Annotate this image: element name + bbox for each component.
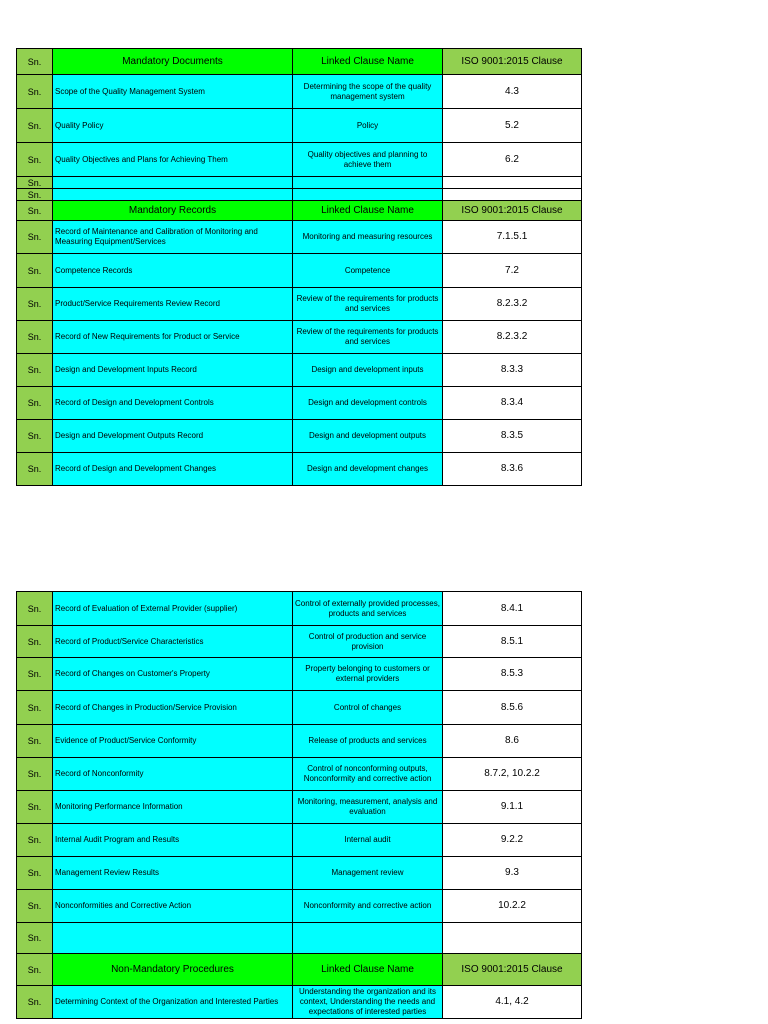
iso-header-cell: ISO 9001:2015 Clause bbox=[443, 954, 582, 986]
document-name-cell: Management Review Results bbox=[53, 857, 293, 890]
table-row bbox=[17, 923, 582, 954]
table-row bbox=[17, 387, 582, 420]
sn-cell: Sn. bbox=[17, 923, 53, 954]
document-name-cell: Monitoring Performance Information bbox=[53, 791, 293, 824]
linked-clause-cell: Monitoring and measuring resources bbox=[293, 221, 443, 254]
linked-clause-cell: Control of nonconforming outputs, Nonconformity and corrective action bbox=[293, 758, 443, 791]
section-title-cell: Mandatory Documents bbox=[53, 49, 293, 75]
linked-clause-cell bbox=[293, 923, 443, 954]
iso-header-cell: ISO 9001:2015 Clause bbox=[443, 49, 582, 75]
table-row bbox=[17, 321, 582, 354]
linked-clause-cell: Management review bbox=[293, 857, 443, 890]
header-row bbox=[17, 954, 582, 986]
sn-cell: Sn. bbox=[17, 791, 53, 824]
document-name-cell: Scope of the Quality Management System bbox=[53, 75, 293, 109]
document-name-cell: Determining Context of the Organization and Interested Parties bbox=[53, 986, 293, 1019]
sn-cell: Sn. bbox=[17, 321, 53, 354]
sn-cell: Sn. bbox=[17, 954, 53, 986]
header-row bbox=[17, 49, 582, 75]
linked-clause-cell: Competence bbox=[293, 254, 443, 288]
iso-clause-cell bbox=[443, 923, 582, 954]
mandatory-table bbox=[16, 48, 582, 486]
document-name-cell: Record of Design and Development Changes bbox=[53, 453, 293, 486]
iso-clause-cell: 8.3.5 bbox=[443, 420, 582, 453]
sn-cell: Sn. bbox=[17, 75, 53, 109]
table-row bbox=[17, 658, 582, 691]
document-name-cell: Record of Changes on Customer's Property bbox=[53, 658, 293, 691]
document-name-cell: Record of Nonconformity bbox=[53, 758, 293, 791]
document-name-cell: Design and Development Outputs Record bbox=[53, 420, 293, 453]
iso-clause-cell: 7.2 bbox=[443, 254, 582, 288]
document-name-cell bbox=[53, 177, 293, 189]
sn-cell: Sn. bbox=[17, 109, 53, 143]
iso-clause-cell: 10.2.2 bbox=[443, 890, 582, 923]
sn-cell: Sn. bbox=[17, 221, 53, 254]
iso-clause-cell: 8.3.6 bbox=[443, 453, 582, 486]
sn-cell: Sn. bbox=[17, 626, 53, 658]
iso-clause-cell: 9.1.1 bbox=[443, 791, 582, 824]
iso-clause-cell: 4.3 bbox=[443, 75, 582, 109]
header-row bbox=[17, 201, 582, 221]
document-name-cell: Evidence of Product/Service Conformity bbox=[53, 725, 293, 758]
table-row bbox=[17, 109, 582, 143]
sn-cell: Sn. bbox=[17, 758, 53, 791]
sn-cell: Sn. bbox=[17, 986, 53, 1019]
linked-clause-cell: Review of the requirements for products and services bbox=[293, 288, 443, 321]
section-title-cell: Mandatory Records bbox=[53, 201, 293, 221]
linked-clause-cell bbox=[293, 177, 443, 189]
document-name-cell: Nonconformities and Corrective Action bbox=[53, 890, 293, 923]
document-name-cell: Record of Maintenance and Calibration of Monitoring and Measuring Equipment/Services bbox=[53, 221, 293, 254]
clause-header-cell: Linked Clause Name bbox=[293, 201, 443, 221]
iso-clause-cell: 8.5.6 bbox=[443, 691, 582, 725]
clause-header-cell: Linked Clause Name bbox=[293, 49, 443, 75]
iso-clause-cell bbox=[443, 177, 582, 189]
linked-clause-cell bbox=[293, 189, 443, 201]
linked-clause-cell: Design and development outputs bbox=[293, 420, 443, 453]
linked-clause-cell: Determining the scope of the quality management system bbox=[293, 75, 443, 109]
table-row bbox=[17, 221, 582, 254]
sn-cell: Sn. bbox=[17, 189, 53, 201]
section-title-cell: Non-Mandatory Procedures bbox=[53, 954, 293, 986]
iso-clause-cell: 8.2.3.2 bbox=[443, 288, 582, 321]
sn-cell: Sn. bbox=[17, 725, 53, 758]
table-row bbox=[17, 986, 582, 1019]
records-table-continued bbox=[16, 591, 582, 1019]
linked-clause-cell: Internal audit bbox=[293, 824, 443, 857]
document-name-cell: Quality Policy bbox=[53, 109, 293, 143]
linked-clause-cell: Understanding the organization and its context, Understanding the needs and expectations of interested parties bbox=[293, 986, 443, 1019]
linked-clause-cell: Review of the requirements for products and services bbox=[293, 321, 443, 354]
table-row bbox=[17, 288, 582, 321]
iso-clause-cell: 9.2.2 bbox=[443, 824, 582, 857]
linked-clause-cell: Design and development changes bbox=[293, 453, 443, 486]
table-row bbox=[17, 189, 582, 201]
linked-clause-cell: Property belonging to customers or external providers bbox=[293, 658, 443, 691]
sn-cell: Sn. bbox=[17, 177, 53, 189]
document-name-cell bbox=[53, 189, 293, 201]
clause-header-cell: Linked Clause Name bbox=[293, 954, 443, 986]
sn-cell: Sn. bbox=[17, 824, 53, 857]
table-row bbox=[17, 725, 582, 758]
document-name-cell: Record of Changes in Production/Service Provision bbox=[53, 691, 293, 725]
table-row bbox=[17, 691, 582, 725]
iso-clause-cell bbox=[443, 189, 582, 201]
sn-cell: Sn. bbox=[17, 288, 53, 321]
sn-cell: Sn. bbox=[17, 49, 53, 75]
sn-cell: Sn. bbox=[17, 691, 53, 725]
document-name-cell: Quality Objectives and Plans for Achieving Them bbox=[53, 143, 293, 177]
document-name-cell: Record of Design and Development Controls bbox=[53, 387, 293, 420]
document-name-cell: Design and Development Inputs Record bbox=[53, 354, 293, 387]
sn-cell: Sn. bbox=[17, 453, 53, 486]
table-row bbox=[17, 758, 582, 791]
iso-clause-cell: 8.7.2, 10.2.2 bbox=[443, 758, 582, 791]
sn-cell: Sn. bbox=[17, 143, 53, 177]
linked-clause-cell: Monitoring, measurement, analysis and evaluation bbox=[293, 791, 443, 824]
iso-clause-cell: 6.2 bbox=[443, 143, 582, 177]
linked-clause-cell: Nonconformity and corrective action bbox=[293, 890, 443, 923]
iso-clause-cell: 8.6 bbox=[443, 725, 582, 758]
linked-clause-cell: Control of production and service provision bbox=[293, 626, 443, 658]
table-row bbox=[17, 143, 582, 177]
sn-cell: Sn. bbox=[17, 658, 53, 691]
linked-clause-cell: Control of externally provided processes, products and services bbox=[293, 592, 443, 626]
linked-clause-cell: Policy bbox=[293, 109, 443, 143]
linked-clause-cell: Design and development inputs bbox=[293, 354, 443, 387]
table-row bbox=[17, 824, 582, 857]
sn-cell: Sn. bbox=[17, 201, 53, 221]
table-row bbox=[17, 420, 582, 453]
iso-clause-cell: 5.2 bbox=[443, 109, 582, 143]
iso-clause-cell: 9.3 bbox=[443, 857, 582, 890]
iso-clause-cell: 4.1, 4.2 bbox=[443, 986, 582, 1019]
iso-header-cell: ISO 9001:2015 Clause bbox=[443, 201, 582, 221]
linked-clause-cell: Quality objectives and planning to achieve them bbox=[293, 143, 443, 177]
sn-cell: Sn. bbox=[17, 254, 53, 288]
iso-clause-cell: 7.1.5.1 bbox=[443, 221, 582, 254]
iso-clause-cell: 8.4.1 bbox=[443, 592, 582, 626]
iso-clause-cell: 8.3.3 bbox=[443, 354, 582, 387]
sn-cell: Sn. bbox=[17, 420, 53, 453]
iso-clause-cell: 8.5.3 bbox=[443, 658, 582, 691]
document-name-cell bbox=[53, 923, 293, 954]
linked-clause-cell: Design and development controls bbox=[293, 387, 443, 420]
table-row bbox=[17, 857, 582, 890]
document-name-cell: Product/Service Requirements Review Record bbox=[53, 288, 293, 321]
sn-cell: Sn. bbox=[17, 387, 53, 420]
document-name-cell: Record of New Requirements for Product or Service bbox=[53, 321, 293, 354]
linked-clause-cell: Control of changes bbox=[293, 691, 443, 725]
table-row bbox=[17, 75, 582, 109]
table-row bbox=[17, 453, 582, 486]
table-row bbox=[17, 626, 582, 658]
table-row bbox=[17, 254, 582, 288]
sn-cell: Sn. bbox=[17, 890, 53, 923]
linked-clause-cell: Release of products and services bbox=[293, 725, 443, 758]
sn-cell: Sn. bbox=[17, 857, 53, 890]
document-name-cell: Record of Evaluation of External Provider (supplier) bbox=[53, 592, 293, 626]
iso-clause-cell: 8.2.3.2 bbox=[443, 321, 582, 354]
document-name-cell: Competence Records bbox=[53, 254, 293, 288]
table-row bbox=[17, 791, 582, 824]
document-name-cell: Record of Product/Service Characteristics bbox=[53, 626, 293, 658]
sn-cell: Sn. bbox=[17, 592, 53, 626]
document-name-cell: Internal Audit Program and Results bbox=[53, 824, 293, 857]
table-row bbox=[17, 354, 582, 387]
iso-clause-cell: 8.5.1 bbox=[443, 626, 582, 658]
iso-clause-cell: 8.3.4 bbox=[443, 387, 582, 420]
sn-cell: Sn. bbox=[17, 354, 53, 387]
table-row bbox=[17, 592, 582, 626]
table-row bbox=[17, 890, 582, 923]
table-row bbox=[17, 177, 582, 189]
